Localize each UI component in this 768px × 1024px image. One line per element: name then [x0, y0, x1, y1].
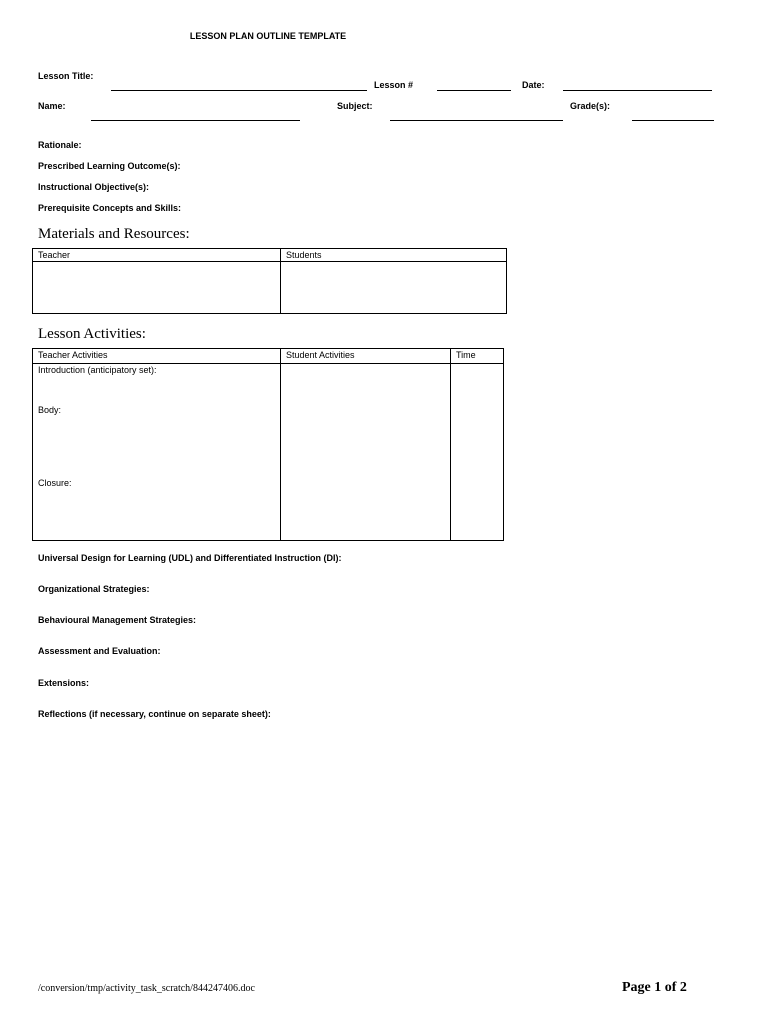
name-field[interactable] [91, 120, 300, 121]
materials-col-teacher: Teacher [33, 249, 281, 262]
date-field[interactable] [563, 90, 712, 91]
footer-path: /conversion/tmp/activity_task_scratch/844247406.doc [38, 983, 255, 994]
materials-students-cell[interactable] [281, 262, 507, 314]
activities-heading: Lesson Activities: [38, 326, 146, 342]
udl-label: Universal Design for Learning (UDL) and Differentiated Instruction (DI): [38, 553, 342, 563]
materials-teacher-cell[interactable] [33, 262, 281, 314]
grades-field[interactable] [632, 120, 714, 121]
rationale-label: Rationale: [38, 140, 82, 150]
activities-col-teacher: Teacher Activities [33, 349, 281, 364]
materials-table [32, 248, 507, 314]
phase-closure: Closure: [38, 478, 72, 488]
prerequisites-label: Prerequisite Concepts and Skills: [38, 203, 182, 213]
activities-time-cell[interactable] [451, 364, 504, 541]
lesson-number-label: Lesson # [374, 80, 414, 90]
lesson-number-field[interactable] [437, 90, 511, 91]
phase-introduction: Introduction (anticipatory set): [38, 365, 157, 375]
activities-students-cell[interactable] [281, 364, 451, 541]
activities-table [32, 348, 504, 541]
subject-label: Subject: [337, 101, 373, 111]
activities-col-time: Time [451, 349, 504, 364]
behavioural-label: Behavioural Management Strategies: [38, 615, 197, 625]
document-title: LESSON PLAN OUTLINE TEMPLATE [189, 31, 347, 41]
date-label: Date: [522, 80, 545, 90]
page-number: Page 1 of 2 [622, 980, 687, 995]
lesson-title-label: Lesson Title: [38, 71, 94, 81]
subject-field[interactable] [390, 120, 563, 121]
extensions-label: Extensions: [38, 678, 90, 688]
activities-col-students: Student Activities [281, 349, 451, 364]
outcomes-label: Prescribed Learning Outcome(s): [38, 161, 181, 171]
organizational-label: Organizational Strategies: [38, 584, 150, 594]
name-label: Name: [38, 101, 66, 111]
assessment-label: Assessment and Evaluation: [38, 646, 161, 656]
objectives-label: Instructional Objective(s): [38, 182, 150, 192]
grades-label: Grade(s): [570, 101, 611, 111]
materials-heading: Materials and Resources: [38, 226, 190, 242]
lesson-title-field[interactable] [111, 90, 367, 91]
materials-col-students: Students [281, 249, 507, 262]
reflections-label: Reflections (if necessary, continue on separate sheet): [38, 709, 271, 719]
phase-body: Body: [38, 405, 62, 415]
activities-teacher-cell[interactable] [33, 364, 281, 541]
